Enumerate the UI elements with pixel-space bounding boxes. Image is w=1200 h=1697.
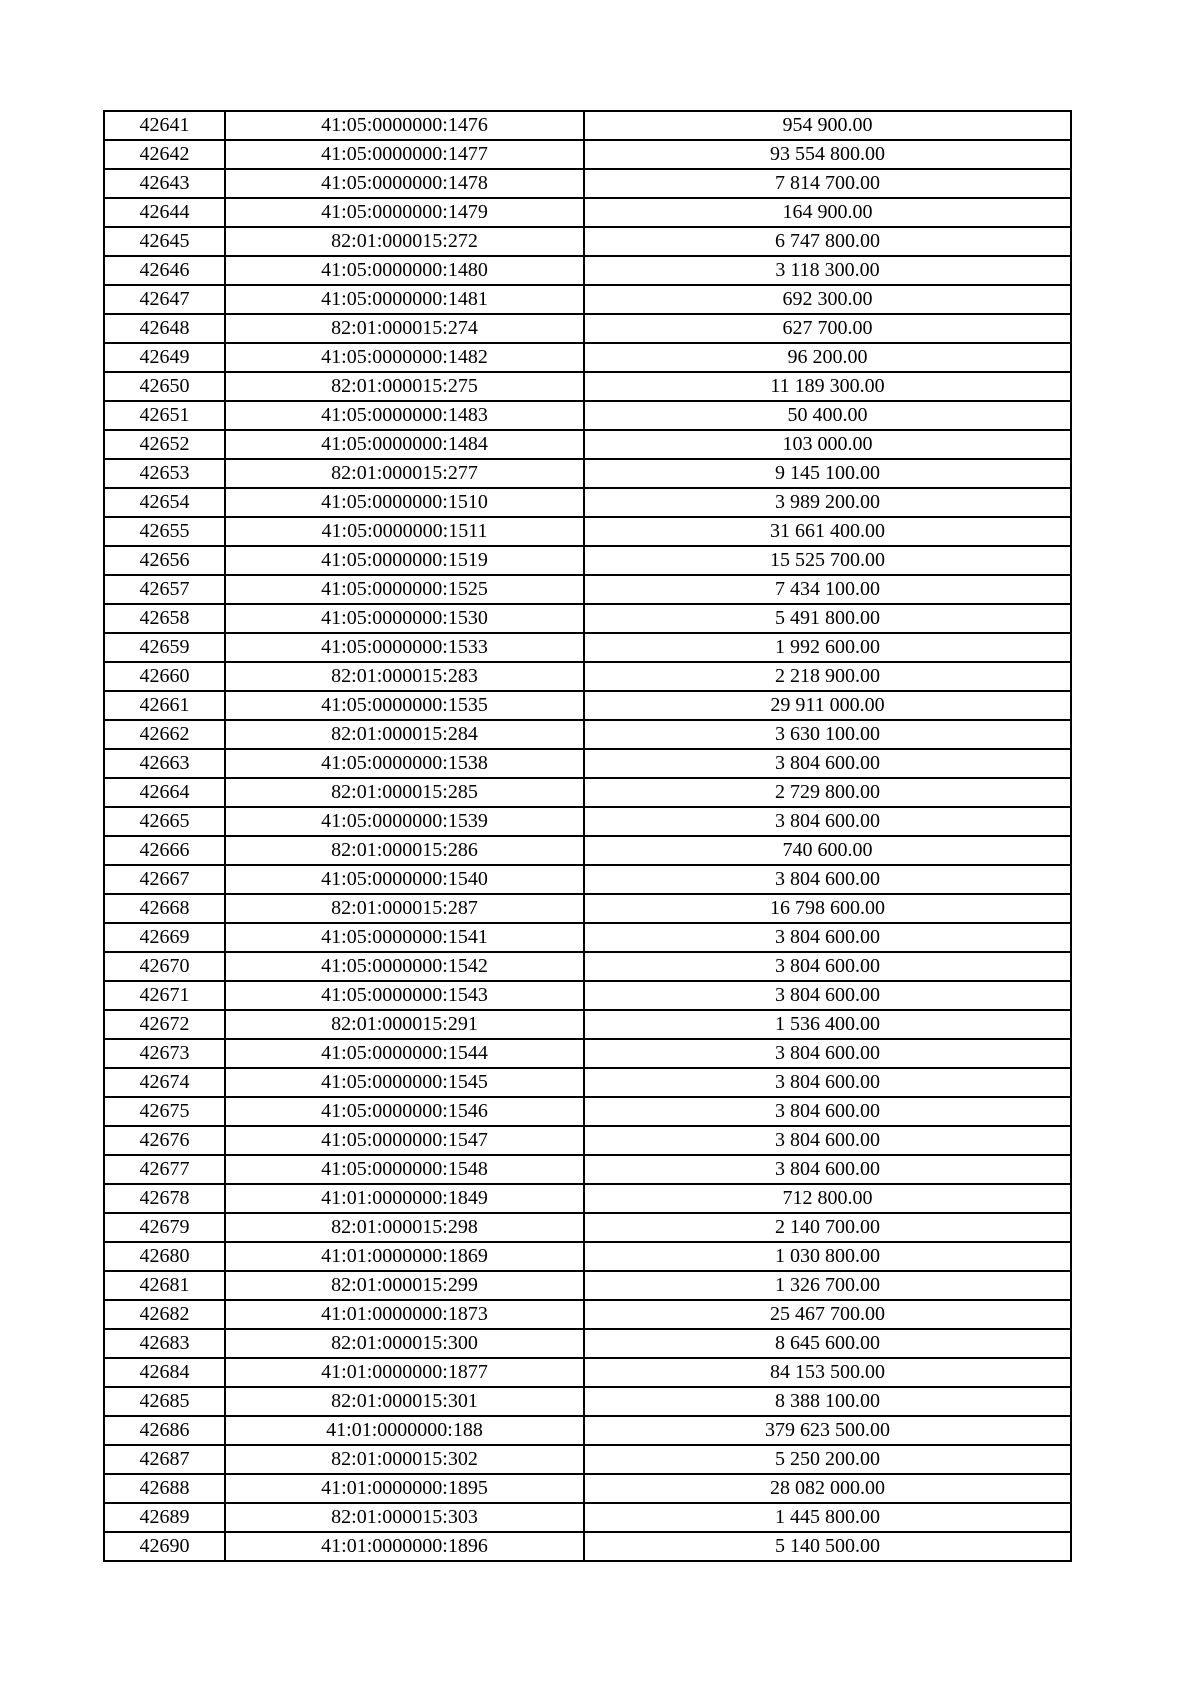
row-number-cell: 42641 (104, 111, 225, 140)
cadastral-value-cell: 9 145 100.00 (584, 459, 1071, 488)
table-row (104, 836, 1071, 865)
cadastral-number-cell: 82:01:000015:303 (225, 1503, 584, 1532)
cadastral-value-cell: 3 630 100.00 (584, 720, 1071, 749)
row-number-cell: 42664 (104, 778, 225, 807)
cadastral-value-cell: 8 645 600.00 (584, 1329, 1071, 1358)
table-row (104, 1039, 1071, 1068)
cadastral-value-cell: 3 804 600.00 (584, 865, 1071, 894)
cadastral-number-cell: 41:05:0000000:1530 (225, 604, 584, 633)
cadastral-value-cell: 5 491 800.00 (584, 604, 1071, 633)
cadastral-value-cell: 7 814 700.00 (584, 169, 1071, 198)
cadastral-number-cell: 41:05:0000000:1477 (225, 140, 584, 169)
cadastral-value-cell: 1 326 700.00 (584, 1271, 1071, 1300)
row-number-cell: 42660 (104, 662, 225, 691)
row-number-cell: 42650 (104, 372, 225, 401)
cadastral-number-cell: 41:05:0000000:1543 (225, 981, 584, 1010)
table-row (104, 1010, 1071, 1039)
cadastral-number-cell: 41:05:0000000:1548 (225, 1155, 584, 1184)
cadastral-value-cell: 1 030 800.00 (584, 1242, 1071, 1271)
table-row (104, 691, 1071, 720)
cadastral-number-cell: 41:01:0000000:1896 (225, 1532, 584, 1561)
table-row (104, 227, 1071, 256)
row-number-cell: 42680 (104, 1242, 225, 1271)
table-row (104, 1213, 1071, 1242)
row-number-cell: 42681 (104, 1271, 225, 1300)
row-number-cell: 42663 (104, 749, 225, 778)
table-row (104, 662, 1071, 691)
row-number-cell: 42685 (104, 1387, 225, 1416)
cadastral-number-cell: 41:01:0000000:1877 (225, 1358, 584, 1387)
cadastral-value-cell: 7 434 100.00 (584, 575, 1071, 604)
row-number-cell: 42679 (104, 1213, 225, 1242)
cadastral-number-cell: 82:01:000015:302 (225, 1445, 584, 1474)
table-row (104, 111, 1071, 140)
cadastral-value-cell: 25 467 700.00 (584, 1300, 1071, 1329)
cadastral-value-cell: 2 218 900.00 (584, 662, 1071, 691)
table-row (104, 778, 1071, 807)
table-row (104, 256, 1071, 285)
row-number-cell: 42654 (104, 488, 225, 517)
cadastral-value-cell: 3 804 600.00 (584, 923, 1071, 952)
row-number-cell: 42653 (104, 459, 225, 488)
cadastral-value-cell: 712 800.00 (584, 1184, 1071, 1213)
row-number-cell: 42675 (104, 1097, 225, 1126)
table-row (104, 459, 1071, 488)
row-number-cell: 42665 (104, 807, 225, 836)
cadastral-number-cell: 41:01:0000000:1869 (225, 1242, 584, 1271)
table-row (104, 633, 1071, 662)
cadastral-number-cell: 41:05:0000000:1535 (225, 691, 584, 720)
cadastral-value-cell: 3 989 200.00 (584, 488, 1071, 517)
cadastral-number-cell: 41:05:0000000:1538 (225, 749, 584, 778)
table-row (104, 401, 1071, 430)
row-number-cell: 42662 (104, 720, 225, 749)
cadastral-value-cell: 8 388 100.00 (584, 1387, 1071, 1416)
table-row (104, 546, 1071, 575)
cadastral-number-cell: 82:01:000015:298 (225, 1213, 584, 1242)
row-number-cell: 42676 (104, 1126, 225, 1155)
cadastral-value-cell: 379 623 500.00 (584, 1416, 1071, 1445)
cadastral-number-cell: 82:01:000015:272 (225, 227, 584, 256)
row-number-cell: 42678 (104, 1184, 225, 1213)
row-number-cell: 42652 (104, 430, 225, 459)
row-number-cell: 42658 (104, 604, 225, 633)
cadastral-number-cell: 82:01:000015:291 (225, 1010, 584, 1039)
row-number-cell: 42669 (104, 923, 225, 952)
table-row (104, 1184, 1071, 1213)
cadastral-value-cell: 3 804 600.00 (584, 1126, 1071, 1155)
cadastral-value-cell: 3 118 300.00 (584, 256, 1071, 285)
table-row (104, 488, 1071, 517)
row-number-cell: 42682 (104, 1300, 225, 1329)
row-number-cell: 42643 (104, 169, 225, 198)
table-row (104, 285, 1071, 314)
cadastral-number-cell: 41:05:0000000:1476 (225, 111, 584, 140)
cadastral-value-cell: 1 992 600.00 (584, 633, 1071, 662)
table-row (104, 169, 1071, 198)
cadastral-value-cell: 6 747 800.00 (584, 227, 1071, 256)
table-row (104, 1271, 1071, 1300)
row-number-cell: 42646 (104, 256, 225, 285)
table-row (104, 1068, 1071, 1097)
table-row (104, 1474, 1071, 1503)
cadastral-value-cell: 3 804 600.00 (584, 952, 1071, 981)
table-row (104, 1387, 1071, 1416)
table-row (104, 981, 1071, 1010)
row-number-cell: 42687 (104, 1445, 225, 1474)
cadastral-value-cell: 3 804 600.00 (584, 1155, 1071, 1184)
cadastral-number-cell: 41:05:0000000:1525 (225, 575, 584, 604)
table-row (104, 517, 1071, 546)
row-number-cell: 42651 (104, 401, 225, 430)
cadastral-number-cell: 41:05:0000000:1533 (225, 633, 584, 662)
cadastral-number-cell: 41:05:0000000:1539 (225, 807, 584, 836)
table-row (104, 1300, 1071, 1329)
cadastral-value-cell: 31 661 400.00 (584, 517, 1071, 546)
table-row (104, 1242, 1071, 1271)
cadastral-value-cell: 15 525 700.00 (584, 546, 1071, 575)
cadastral-value-cell: 3 804 600.00 (584, 1097, 1071, 1126)
cadastral-value-cell: 1 536 400.00 (584, 1010, 1071, 1039)
cadastral-number-cell: 41:05:0000000:1519 (225, 546, 584, 575)
table-row (104, 1155, 1071, 1184)
row-number-cell: 42645 (104, 227, 225, 256)
cadastral-value-cell: 3 804 600.00 (584, 1068, 1071, 1097)
row-number-cell: 42644 (104, 198, 225, 227)
cadastral-number-cell: 82:01:000015:277 (225, 459, 584, 488)
row-number-cell: 42667 (104, 865, 225, 894)
table-row (104, 1097, 1071, 1126)
cadastral-value-cell: 3 804 600.00 (584, 807, 1071, 836)
row-number-cell: 42656 (104, 546, 225, 575)
table-row (104, 575, 1071, 604)
cadastral-value-cell: 103 000.00 (584, 430, 1071, 459)
cadastral-value-cell: 3 804 600.00 (584, 749, 1071, 778)
row-number-cell: 42659 (104, 633, 225, 662)
cadastral-number-cell: 82:01:000015:286 (225, 836, 584, 865)
table-row (104, 720, 1071, 749)
table-row (104, 1358, 1071, 1387)
row-number-cell: 42673 (104, 1039, 225, 1068)
cadastral-number-cell: 41:05:0000000:1540 (225, 865, 584, 894)
cadastral-value-cell: 11 189 300.00 (584, 372, 1071, 401)
row-number-cell: 42686 (104, 1416, 225, 1445)
cadastral-number-cell: 82:01:000015:287 (225, 894, 584, 923)
row-number-cell: 42648 (104, 314, 225, 343)
row-number-cell: 42677 (104, 1155, 225, 1184)
cadastral-number-cell: 82:01:000015:285 (225, 778, 584, 807)
cadastral-number-cell: 41:01:0000000:1873 (225, 1300, 584, 1329)
cadastral-number-cell: 41:01:0000000:1895 (225, 1474, 584, 1503)
cadastral-value-cell: 16 798 600.00 (584, 894, 1071, 923)
cadastral-value-cell: 2 729 800.00 (584, 778, 1071, 807)
cadastral-value-cell: 627 700.00 (584, 314, 1071, 343)
cadastral-number-cell: 41:05:0000000:1510 (225, 488, 584, 517)
cadastral-value-cell: 84 153 500.00 (584, 1358, 1071, 1387)
cadastral-value-cell: 28 082 000.00 (584, 1474, 1071, 1503)
table-row (104, 923, 1071, 952)
cadastral-value-cell: 96 200.00 (584, 343, 1071, 372)
cadastral-number-cell: 41:05:0000000:1478 (225, 169, 584, 198)
cadastral-number-cell: 41:05:0000000:1482 (225, 343, 584, 372)
cadastral-number-cell: 82:01:000015:299 (225, 1271, 584, 1300)
cadastral-value-cell: 3 804 600.00 (584, 981, 1071, 1010)
cadastral-number-cell: 41:05:0000000:1511 (225, 517, 584, 546)
row-number-cell: 42649 (104, 343, 225, 372)
table-row (104, 807, 1071, 836)
row-number-cell: 42657 (104, 575, 225, 604)
cadastral-number-cell: 82:01:000015:300 (225, 1329, 584, 1358)
cadastral-value-cell: 93 554 800.00 (584, 140, 1071, 169)
cadastral-value-cell: 5 140 500.00 (584, 1532, 1071, 1561)
cadastral-number-cell: 41:05:0000000:1483 (225, 401, 584, 430)
row-number-cell: 42661 (104, 691, 225, 720)
table-row (104, 604, 1071, 633)
cadastral-number-cell: 41:05:0000000:1542 (225, 952, 584, 981)
row-number-cell: 42668 (104, 894, 225, 923)
table-row (104, 1329, 1071, 1358)
cadastral-number-cell: 41:05:0000000:1484 (225, 430, 584, 459)
cadastral-value-cell: 29 911 000.00 (584, 691, 1071, 720)
table-row (104, 198, 1071, 227)
cadastral-number-cell: 41:05:0000000:1480 (225, 256, 584, 285)
cadastral-value-cell: 50 400.00 (584, 401, 1071, 430)
table-row (104, 1532, 1071, 1561)
row-number-cell: 42655 (104, 517, 225, 546)
row-number-cell: 42689 (104, 1503, 225, 1532)
row-number-cell: 42688 (104, 1474, 225, 1503)
cadastral-number-cell: 41:01:0000000:1849 (225, 1184, 584, 1213)
cadastral-value-table (103, 110, 1072, 1562)
row-number-cell: 42670 (104, 952, 225, 981)
table-row (104, 865, 1071, 894)
table-row (104, 314, 1071, 343)
table-row (104, 952, 1071, 981)
row-number-cell: 42684 (104, 1358, 225, 1387)
row-number-cell: 42647 (104, 285, 225, 314)
cadastral-number-cell: 41:05:0000000:1544 (225, 1039, 584, 1068)
cadastral-value-cell: 740 600.00 (584, 836, 1071, 865)
table-row (104, 1416, 1071, 1445)
cadastral-number-cell: 82:01:000015:283 (225, 662, 584, 691)
cadastral-number-cell: 82:01:000015:275 (225, 372, 584, 401)
cadastral-number-cell: 41:05:0000000:1547 (225, 1126, 584, 1155)
row-number-cell: 42666 (104, 836, 225, 865)
cadastral-number-cell: 41:01:0000000:188 (225, 1416, 584, 1445)
table-body (104, 111, 1071, 1561)
row-number-cell: 42642 (104, 140, 225, 169)
cadastral-number-cell: 82:01:000015:301 (225, 1387, 584, 1416)
table-row (104, 140, 1071, 169)
row-number-cell: 42690 (104, 1532, 225, 1561)
cadastral-number-cell: 41:05:0000000:1546 (225, 1097, 584, 1126)
table-row (104, 430, 1071, 459)
table-row (104, 894, 1071, 923)
cadastral-value-cell: 164 900.00 (584, 198, 1071, 227)
cadastral-number-cell: 41:05:0000000:1545 (225, 1068, 584, 1097)
table-row (104, 1503, 1071, 1532)
cadastral-value-cell: 692 300.00 (584, 285, 1071, 314)
table-row (104, 1445, 1071, 1474)
cadastral-number-cell: 41:05:0000000:1481 (225, 285, 584, 314)
cadastral-value-cell: 954 900.00 (584, 111, 1071, 140)
table-row (104, 749, 1071, 778)
cadastral-number-cell: 82:01:000015:274 (225, 314, 584, 343)
table-row (104, 1126, 1071, 1155)
row-number-cell: 42674 (104, 1068, 225, 1097)
table-row (104, 343, 1071, 372)
row-number-cell: 42671 (104, 981, 225, 1010)
cadastral-number-cell: 41:05:0000000:1479 (225, 198, 584, 227)
cadastral-number-cell: 41:05:0000000:1541 (225, 923, 584, 952)
cadastral-value-cell: 2 140 700.00 (584, 1213, 1071, 1242)
cadastral-value-cell: 3 804 600.00 (584, 1039, 1071, 1068)
cadastral-value-cell: 5 250 200.00 (584, 1445, 1071, 1474)
row-number-cell: 42672 (104, 1010, 225, 1039)
cadastral-value-cell: 1 445 800.00 (584, 1503, 1071, 1532)
table-row (104, 372, 1071, 401)
cadastral-number-cell: 82:01:000015:284 (225, 720, 584, 749)
row-number-cell: 42683 (104, 1329, 225, 1358)
